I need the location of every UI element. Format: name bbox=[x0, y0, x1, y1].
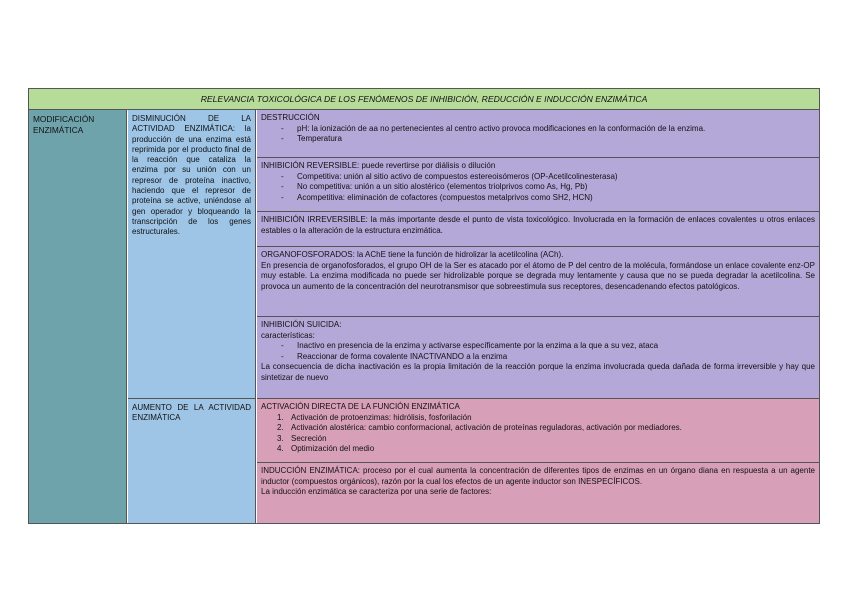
cell-reversible bbox=[257, 158, 819, 212]
destruccion-heading: DESTRUCCIÓN bbox=[261, 113, 320, 122]
list-item: - Inactivo en presencia de la enzima y activarse específicamente por la enzima a la que a su vez, ataca bbox=[261, 341, 815, 352]
list-item: - Acompetitiva: eliminación de cofactores (compuestos metalprivos como SH2, HCN) bbox=[261, 193, 815, 204]
induccion-text: INDUCCIÓN ENZIMÁTICA: proceso por el cual aumenta la concentración de diferentes tipos de enzimas en un órgano diana en respuesta a un agente inductor (compuestos orgánicos), razón por la cual los efectos de un agente inductor son INESPECÍFICOS. bbox=[261, 466, 815, 486]
cell-suicida bbox=[257, 317, 819, 399]
list-item: - Reaccionar de forma covalente INACTIVANDO a la enzima bbox=[261, 352, 815, 363]
suicida-sub: características: bbox=[261, 330, 315, 340]
list-item: - pH: la ionización de aa no pertenecientes al centro activo provoca modificaciones en la conformación de la enzima. bbox=[261, 124, 815, 135]
list-item: 3. Secreción bbox=[277, 433, 327, 443]
organofosforados-heading: ORGANOFOSFORADOS: la AChE tiene la función de hidrolizar la acetilcolina (ACh). bbox=[261, 250, 564, 259]
category-cell: MODIFICACIÓN ENZIMÁTICA bbox=[29, 110, 127, 523]
suicida-heading: INHIBICIÓN SUICIDA: bbox=[261, 320, 342, 329]
list-item: - Temperatura bbox=[261, 134, 815, 145]
cell-organofosforados bbox=[257, 247, 819, 317]
suicida-list bbox=[261, 341, 815, 362]
activacion-list bbox=[261, 413, 815, 455]
irreversible-text: INHIBICIÓN IRREVERSIBLE: la más importante desde el punto de vista toxicológico. Involucrada en la formación de enlaces covalentes u otros enlaces estables o la alteración de la estructura enzimática. bbox=[261, 215, 815, 235]
reversible-heading: INHIBICIÓN REVERSIBLE: puede revertirse por diálisis o dilución bbox=[261, 161, 496, 170]
enzyme-table bbox=[28, 88, 820, 524]
cell-activacion bbox=[257, 399, 819, 463]
suicida-text: La consecuencia de dicha inactivación es la propia limitación de la reacción porque la enzima involucrada queda dañada de forma irreversible y hay que sintetizar de nuevo bbox=[261, 362, 815, 382]
list-item: 4. Optimización del medio bbox=[277, 444, 375, 453]
organofosforados-text: En presencia de organofosforados, el grupo OH de la Ser es atacado por el átomo de P del centro de la molécula, formándose un enlace covalente enz-OP muy estable. La enzima modificada no puede ser hidrolizable porque se degrada muy lentamente y causa que no se pueda degradar la acetilcolina. Se provoca un aumento de la concentración del neurotransmisor que sobreestimula sus receptores, desencadenando efectos patológicos. bbox=[261, 260, 815, 291]
cell-destruccion bbox=[257, 110, 819, 158]
reversible-list bbox=[261, 172, 815, 204]
group-cell-decrease: DISMINUCIÓN DE LA ACTIVIDAD ENZIMÁTICA: la producción de una enzima está reprimida por el producto final de la reacción que cataliza la enzima por su unión con un represor de proteína inactivo, haciendo que el represor de proteína se active, uniéndose al gen operador y bloqueando la transcripción de los genes estructurales. bbox=[128, 110, 256, 399]
list-item: 1. Activación de protoenzimas: hidrólisis, fosforilación bbox=[277, 412, 472, 422]
cell-irreversible bbox=[257, 212, 819, 247]
cell-induccion bbox=[257, 463, 819, 523]
list-item: 2. Activación alostérica: cambio conformacional, activación de proteínas reguladoras, activación por mediadores. bbox=[277, 423, 682, 432]
induccion-text2: La inducción enzimática se caracteriza por una serie de factores: bbox=[261, 487, 492, 496]
activacion-heading: ACTIVACIÓN DIRECTA DE LA FUNCIÓN ENZIMÁTICA bbox=[261, 402, 460, 411]
group-cell-increase: AUMENTO DE LA ACTIVIDAD ENZIMÁTICA bbox=[128, 399, 256, 523]
table-title: RELEVANCIA TOXICOLÓGICA DE LOS FENÓMENOS DE INHIBICIÓN, REDUCCIÓN E INDUCCIÓN ENZIMÁTICA bbox=[29, 89, 819, 110]
list-item: - Competitiva: unión al sitio activo de compuestos estereoisómeros (OP-Acetilcolinesterasa) bbox=[261, 172, 815, 183]
destruccion-list bbox=[261, 124, 815, 145]
list-item: - No competitiva: unión a un sitio alostérico (elementos triolprivos como As, Hg, Pb) bbox=[261, 182, 815, 193]
